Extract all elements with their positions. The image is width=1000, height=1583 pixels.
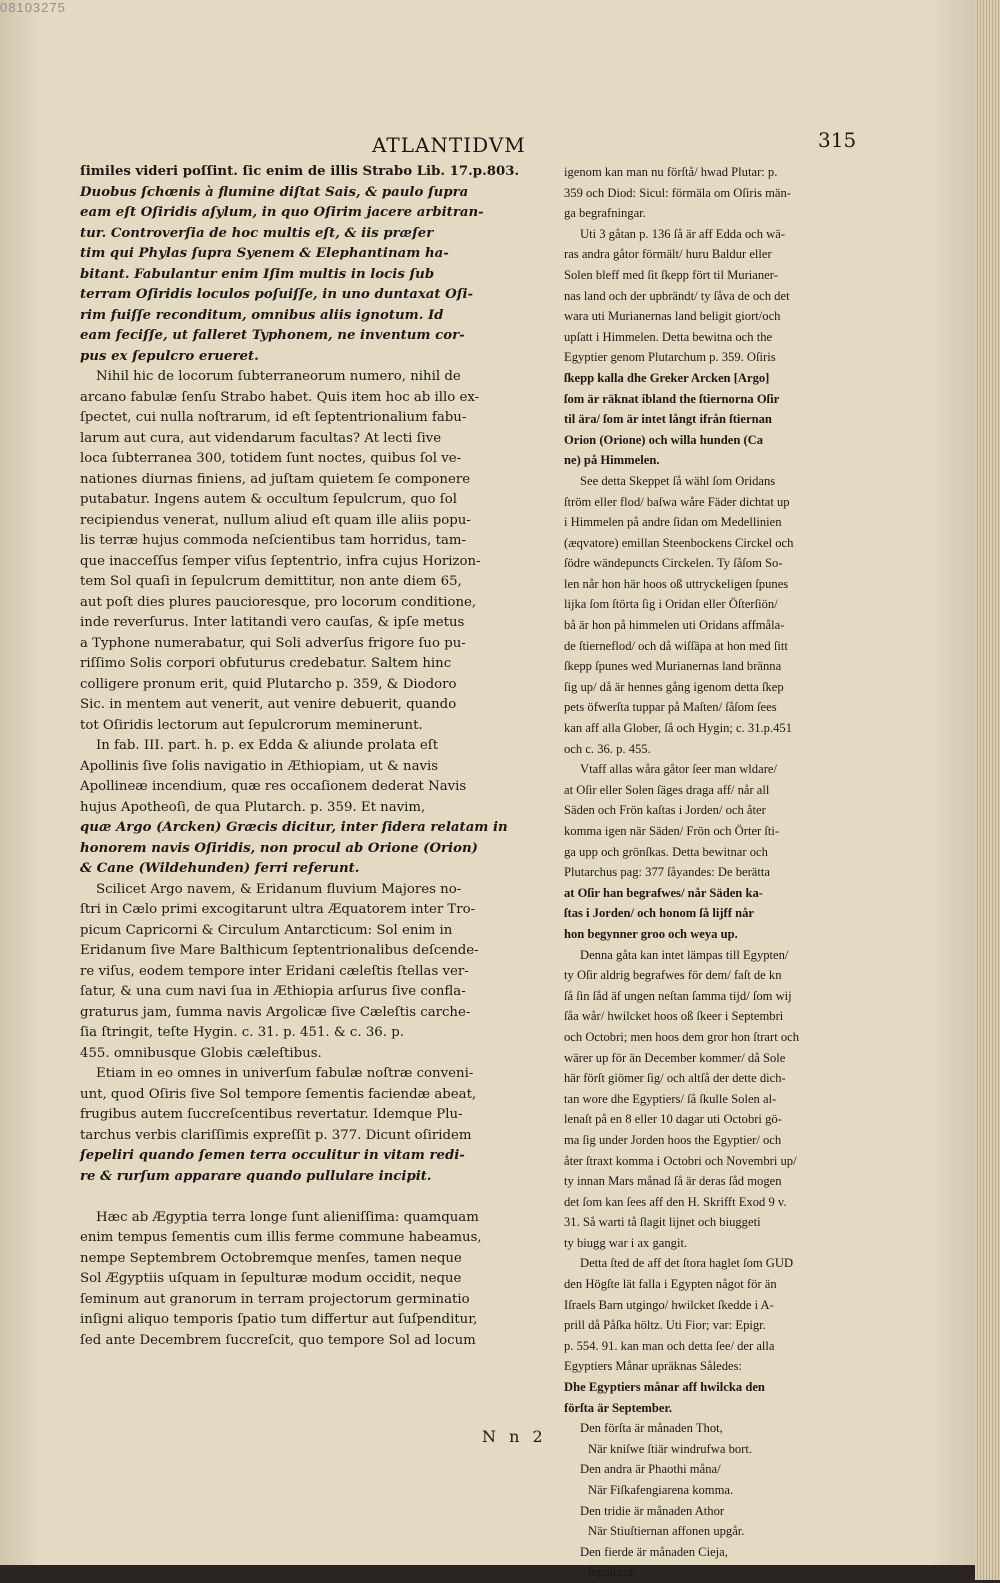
text-line: förſta är September. bbox=[564, 1400, 673, 1415]
text-line: re & rurſum apparare quando pullulare incipit. bbox=[80, 1168, 432, 1184]
text-line: Den förſta är månaden Thot, bbox=[580, 1421, 723, 1436]
text-line: bå är hon på himmelen uti Oridans affmåla- bbox=[564, 618, 785, 633]
text-line: ſpectet, cui nulla noſtrarum, id eſt ſeptentrionalium fabu- bbox=[80, 410, 467, 425]
text-line: Säden och Frön kaſtas i Jorden/ och åter bbox=[564, 803, 766, 818]
latin-column bbox=[80, 162, 532, 1351]
text-line: hujus Apotheoſi, de qua Plutarch. p. 359. Et navim, bbox=[80, 799, 426, 815]
text-line: tan wore dhe Egyptiers/ ſå ſkulle Solen al- bbox=[564, 1091, 777, 1106]
text-line: ſå ſin ſåd äf ungen neſtan ſamma tijd/ ſom wij bbox=[564, 988, 792, 1003]
text-line: terram Oſiridis loculos poſuiſſe, in uno duntaxat Oſi- bbox=[80, 287, 474, 302]
text-line: Hæc ab Ægyptia terra longe ſunt alieniſſima: quamquam bbox=[96, 1209, 479, 1225]
text-line: riſſimo Solis corpori obfuturus credebatur. Saltem hinc bbox=[80, 656, 452, 671]
text-line: ſepeliri quando ſemen terra occulitur in vitam redi- bbox=[80, 1148, 465, 1163]
text-line: ga upp och grönſkas. Detta bewitnar och bbox=[564, 844, 768, 859]
text-line: Eridanum ſive Mare Balthicum ſeptentrionalibus deſcende- bbox=[80, 943, 479, 958]
text-line: här förſt giömer ſig/ och altſå der dette dich- bbox=[564, 1071, 786, 1086]
text-line: När Fiſkafengiarena komma. bbox=[588, 1483, 734, 1497]
text-line: den Högſte lät falla i Egypten något för än bbox=[564, 1277, 777, 1292]
text-line: p. 554. 91. kan man och detta ſee/ der alla bbox=[564, 1338, 775, 1353]
text-line: nationes diurnas finiens, ad juſtam quietem ſe componere bbox=[80, 471, 471, 487]
text-line: Iſraels Barn utgingo/ hwilcket ſkedde i A- bbox=[564, 1297, 774, 1312]
text-line: honorem navis Oſiridis, non procul ab Orione (Orion) bbox=[80, 840, 478, 856]
swedish-column bbox=[564, 162, 944, 1583]
gathering-signature: N n 2 bbox=[482, 1427, 547, 1446]
text-line: Denna gåta kan intet lämpas till Egypten/ bbox=[580, 947, 789, 962]
text-line: picum Capricorni & Circulum Antarcticum: Sol enim in bbox=[80, 922, 453, 938]
text-line: Solen bleff med ſit ſkepp fört til Murianer- bbox=[564, 267, 778, 282]
text-line: til ära/ ſom är intet långt ifrån ſtiernan bbox=[564, 412, 772, 427]
text-line: Sol Ægyptiis uſquam in ſepulturæ modum occidit, neque bbox=[80, 1271, 462, 1286]
text-line: ne) på Himmelen. bbox=[564, 453, 660, 468]
text-line: ſed ante Decembrem ſuccreſcit, quo tempore Sol ad locum bbox=[80, 1332, 476, 1348]
text-line: Duobus ſchœnis à flumine diſtat Sais, & paulo ſupra bbox=[80, 184, 469, 200]
text-line: Scilicet Argo navem, & Eridanum fluvium Majores no- bbox=[96, 881, 462, 897]
text-line: colligere pronum erit, quid Plutarcho p. 359, & Diodoro bbox=[80, 676, 457, 692]
text-line: wara uti Murianernas land beligit giort/och bbox=[564, 309, 781, 324]
text-line: Uti 3 gåtan p. 136 ſå är aff Edda och wä- bbox=[580, 226, 786, 241]
text-line: komma igen när Säden/ Frön och Örter ſti- bbox=[564, 824, 780, 838]
text-line: wärer up för än December kommer/ då Sole bbox=[564, 1050, 786, 1065]
text-line: len når hon här hoos oß uttryckeligen ſpunes bbox=[564, 576, 789, 591]
text-line: tim qui Phylas ſupra Syenem & Elephantinam ha- bbox=[80, 246, 449, 261]
text-line: Plutarchus pag: 377 ſåyandes: De berätta bbox=[564, 865, 770, 880]
text-line: tem Sol quaſi in ſepulcrum demittitur, non ante diem 65, bbox=[80, 574, 462, 589]
text-line: ſig up/ då är hennes gång igenom detta ſkep bbox=[564, 679, 784, 694]
text-line: ſepulturæ bbox=[588, 1565, 636, 1580]
text-line: 359 och Diod: Sicul: förmäla om Oſiris män- bbox=[564, 185, 792, 200]
text-line: Egyptiers Månar upräknas Således: bbox=[564, 1359, 743, 1374]
text-line: prill då Påſka höltz. Uti Fior; var: Epigr. bbox=[564, 1318, 766, 1333]
text-line: ty Oſir aldrig begrafwes för dem/ faſt de kn bbox=[564, 968, 782, 983]
text-line: See detta Skeppet ſå wähl ſom Oridans bbox=[580, 473, 776, 488]
text-line: ſatur, & una cum navi ſua in Æthiopia arſurus ſive confla- bbox=[80, 984, 466, 999]
running-head: ATLANTIDVM bbox=[372, 133, 526, 157]
text-line: aut poſt dies plures paucioresque, pro locorum conditione, bbox=[80, 594, 477, 610]
text-line: frugibus autem ſuccreſcentibus revertatur. Idemque Plu- bbox=[80, 1107, 463, 1122]
text-line: ſåa wår/ hwilcket hoos oß ſkeer i Septembri bbox=[564, 1009, 784, 1024]
text-line: pets öfwerſta tuppar på Maſten/ ſåſom ſees bbox=[564, 700, 777, 715]
text-line: nas land och der upbrändt/ ty ſåva de och det bbox=[564, 288, 790, 303]
text-line: ſkepp kalla dhe Greker Arcken [Argo] bbox=[564, 370, 770, 385]
text-line: pus ex ſepulcro erueret. bbox=[80, 348, 259, 364]
text-line: eam eſt Oſiridis aſylum, in quo Oſirim jacere arbitran- bbox=[80, 205, 484, 220]
text-line: quæ Argo (Arcken) Græcis dicitur, inter ſidera relatam in bbox=[80, 820, 508, 835]
text-line: (æqvatore) emillan Steenbockens Circkel och bbox=[564, 535, 794, 550]
text-line: Den fierde är månaden Cieja, bbox=[580, 1544, 728, 1559]
text-line: ma ſig under Jorden hoos the Egyptier/ och bbox=[564, 1132, 782, 1147]
text-line: a Typhone numerabatur, qui Soli adverſus frigore ſuo pu- bbox=[80, 635, 466, 651]
text-line: putabatur. Ingens autem & occultum ſepulcrum, quo ſol bbox=[80, 492, 457, 507]
text-line: åter ſtraxt komma i Octobri och Novembri up/ bbox=[564, 1153, 797, 1168]
text-line: ſtas i Jorden/ och honom ſå lijff når bbox=[564, 906, 754, 921]
text-line: 31. Så warti tå ſlagit lijnet och biuggeti bbox=[564, 1215, 761, 1230]
text-line: ſtri in Cælo primi excogitarunt ultra Æquatorem inter Tro- bbox=[80, 902, 476, 917]
text-line: arcano fabulæ ſenſu Strabo habet. Quis item hoc ab illo ex- bbox=[80, 389, 480, 405]
text-line: ſimiles videri poſſint. ſic enim de illis Strabo Lib. 17.p.803. bbox=[80, 164, 520, 179]
text-line: ſtröm eller flod/ baſwa wåre Fäder dichtat up bbox=[564, 494, 790, 509]
text-line: Detta ſted de aff det ſtora haglet ſom GUD bbox=[580, 1256, 794, 1271]
text-line: ſia ſtringit, teſte Hygin. c. 31. p. 451. & c. 36. p. bbox=[80, 1025, 404, 1040]
text-line: recipiendus venerat, nullum aliud eſt quam ille aliis popu- bbox=[80, 512, 471, 528]
text-line: Nihil hic de locorum ſubterraneorum numero, nihil de bbox=[96, 369, 461, 384]
text-line: unt, quod Oſiris ſive Sol tempore ſementis faciendæ abeat, bbox=[80, 1086, 477, 1102]
text-line: Den tridie är månaden Athor bbox=[580, 1503, 725, 1518]
text-line: Egyptier genom Plutarchum p. 359. Oſiris bbox=[564, 350, 776, 365]
text-line: och Octobri; men hoos dem gror hon ſtrart och bbox=[564, 1029, 800, 1044]
text-line: inſigni aliquo temporis ſpatio tum differtur aut ſuſpenditur, bbox=[80, 1312, 478, 1327]
text-line: ty biugg war i ax gangit. bbox=[564, 1235, 688, 1250]
text-line: Den andra är Phaothi måna/ bbox=[580, 1462, 721, 1477]
text-line: ſödre wändepuncts Circkelen. Ty ſåſom So- bbox=[564, 556, 783, 571]
text-line: ſom är räknat ibland the ſtiernorna Oſir bbox=[564, 391, 780, 406]
text-line: Etiam in eo omnes in univerſum fabulæ noſtræ conveni- bbox=[96, 1066, 474, 1081]
text-line: Vtaff allas wåra gåtor ſeer man wldare/ bbox=[580, 762, 777, 777]
text-line: nempe Septembrem Octobremque menſes, tamen neque bbox=[80, 1250, 462, 1266]
text-line: at Oſir eller Solen ſäges draga aff/ når all bbox=[564, 782, 770, 797]
book-fore-edge bbox=[975, 0, 1000, 1580]
text-line: que inacceſſus ſemper viſus ſeptentrio, infra cujus Horizon- bbox=[80, 553, 481, 569]
text-line: tarchus verbis clariſſimis expreſſit p. 377. Dicunt oſiridem bbox=[80, 1127, 472, 1143]
text-line: ſkepp ſpunes wed Murianernas land bränna bbox=[564, 659, 782, 674]
text-line: ras andra gåtor förmält/ huru Baldur eller bbox=[564, 247, 772, 262]
text-line: de ſtierneflod/ och då wiſſäpa at hon med ſitt bbox=[564, 638, 788, 653]
text-line: 455. omnibusque Globis cæleſtibus. bbox=[80, 1045, 322, 1061]
text-line: upſatt i Himmelen. Detta bewitna och the bbox=[564, 329, 773, 344]
text-line: bitant. Fabulantur enim Iſim multis in locis ſub bbox=[80, 266, 435, 282]
text-line: loca ſubterranea 300, totidem ſunt noctes, quibus ſol ve- bbox=[80, 451, 462, 466]
text-line: igenom kan man nu förſtå/ hwad Plutar: p. bbox=[564, 165, 778, 179]
text-line: tot Oſiridis lectorum aut ſepulcrorum meminerunt. bbox=[80, 717, 423, 733]
text-line: Apollineæ incendium, quæ res occaſionem dederat Navis bbox=[80, 779, 467, 794]
text-line: hon begynner groo och weya up. bbox=[564, 926, 738, 941]
text-line: larum aut cura, aut videndarum facultas? At lecti ſive bbox=[80, 430, 442, 446]
text-line: In fab. III. part. h. p. ex Edda & aliunde prolata eſt bbox=[96, 738, 439, 753]
text-line: Apollinis ſive ſolis navigatio in Æthiopiam, ut & navis bbox=[80, 758, 439, 774]
text-line: Dhe Egyptiers månar aff hwilcka den bbox=[564, 1380, 765, 1395]
text-line: det ſom kan ſees aff den H. Skrifft Exod 9 v. bbox=[564, 1194, 787, 1209]
text-line: ty innan Mars månad ſå är deras ſåd mogen bbox=[564, 1174, 782, 1189]
text-line: lenaſt på en 8 eller 10 dagar uti Octobri gö- bbox=[564, 1112, 782, 1127]
text-line: & Cane (Wildehunden) ferri referunt. bbox=[80, 861, 360, 876]
text-line: ga begrafningar. bbox=[564, 206, 646, 221]
text-line: Sic. in mentem aut venerit, aut venire debuerit, quando bbox=[80, 697, 457, 712]
text-line bbox=[80, 1187, 532, 1208]
text-line: När kniſwe ſtiär windrufwa bort. bbox=[588, 1441, 753, 1456]
text-line: Orion (Orione) och willa hunden (Ca bbox=[564, 432, 764, 447]
text-line: eam feciſſe, ut falleret Typhonem, ne inventum cor- bbox=[80, 328, 465, 343]
text-line: graturus jam, ſumma navis Argolicæ ſive Cæleſtis carche- bbox=[80, 1004, 471, 1020]
text-line: inde reverſurus. Inter latitandi vero cauſas, & ipſe metus bbox=[80, 615, 465, 630]
text-line: tur. Controverſia de hoc multis eſt, & iis præſer bbox=[80, 225, 434, 241]
text-line: När Stiuſtiernan affonen upgår. bbox=[588, 1524, 745, 1539]
text-line: kan aff alla Glober, ſå och Hygin; c. 31.p.451 bbox=[564, 721, 792, 736]
text-line: och c. 36. p. 455. bbox=[564, 741, 651, 756]
shelfmark: 08103275 bbox=[0, 0, 66, 15]
text-line: i Himmelen på andre ſidan om Medellinien bbox=[564, 515, 782, 530]
page-number: 315 bbox=[818, 128, 857, 152]
text-line: ſeminum aut granorum in terram projectorum germinatio bbox=[80, 1291, 470, 1307]
text-line: lis terræ hujus commoda neſcientibus tam horridus, tam- bbox=[80, 533, 466, 548]
text-line: at Oſir han begrafwes/ når Säden ka- bbox=[564, 885, 763, 900]
text-line: rim fuiſſe reconditum, omnibus aliis ignotum. Id bbox=[80, 307, 444, 323]
text-line: enim tempus ſementis cum illis ferme commune habeamus, bbox=[80, 1230, 482, 1245]
text-line: lijka ſom ſtörta ſig i Oridan eller Öſterſiön/ bbox=[564, 597, 778, 612]
text-line: re viſus, eodem tempore inter Eridani cæleſtis ſtellas ver- bbox=[80, 963, 469, 979]
